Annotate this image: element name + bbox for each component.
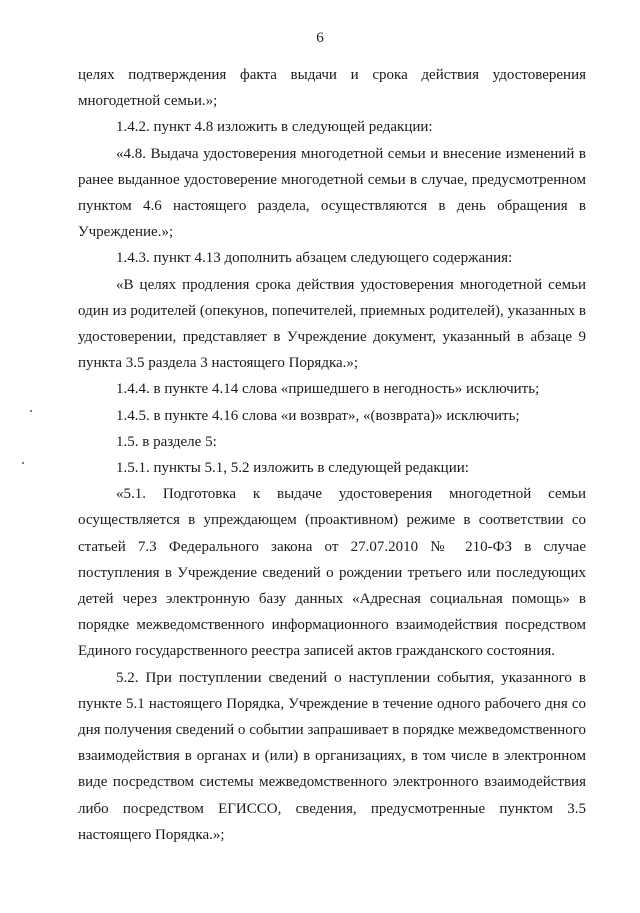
document-body [78,62,586,848]
paragraph-quote-5-2: 5.2. При поступлении сведений о наступлении события, указанного в пункте 5.1 настоящего Порядка, Учреждение в течение одного рабочего дня со дня получения сведений о событии запрашивает в порядке межведомственного взаимодействия в органах и (или) в организациях, в том числе в электронном виде посредством системы межведомственного электронного взаимодействия либо посредством ЕГИССО, сведения, предусмотренные пунктом 3.5 настоящего Порядка.»; [78,669,586,843]
scan-speck [30,410,32,412]
paragraph-item-1-5-1: 1.5.1. пункты 5.1, 5.2 изложить в следующей редакции: [116,460,469,477]
paragraph-quote-4-8: «4.8. Выдача удостоверения многодетной семьи и внесение изменений в ранее выданное удостоверение многодетной семьи в случае, предусмотренном пунктом 4.6 настоящего раздела, осуществляются в день обращения в Учреждение.»; [78,145,586,241]
scan-speck [22,462,24,464]
paragraph-item-1-4-4: 1.4.4. в пункте 4.14 слова «пришедшего в негодность» исключить; [116,381,540,398]
paragraph-item-1-4-2: 1.4.2. пункт 4.8 изложить в следующей редакции: [116,119,433,136]
paragraph-quote-5-1: «5.1. Подготовка к выдаче удостоверения многодетной семьи осуществляется в упреждающем (проактивном) режиме в соответствии со статьей 7.3 Федерального закона от 27.07.2010 № 210-ФЗ в случае поступления в Учреждение сведений о рождении третьего или последующих детей через электронную базу данных «Адресная социальная помощь» в порядке межведомственного информационного взаимодействия посредством Единого государственного реестра записей актов гражданского состояния. [78,486,586,660]
paragraph-item-1-4-5: 1.4.5. в пункте 4.16 слова «и возврат», «(возврата)» исключить; [116,407,520,424]
paragraph-item-1-4-3: 1.4.3. пункт 4.13 дополнить абзацем следующего содержания: [116,250,513,267]
page-number: 6 [316,30,324,46]
paragraph-quote-extension: «В целях продления срока действия удостоверения многодетной семьи один из родителей (опекунов, попечителей, приемных родителей), указанных в удостоверении, представляет в Учреждение документ, указанный в абзаце 9 пункта 3.5 раздела 3 настоящего Порядка.»; [78,276,586,372]
paragraph-item-1-5: 1.5. в разделе 5: [116,433,217,450]
paragraph-continuation: целях подтверждения факта выдачи и срока действия удостоверения многодетной семьи.»; [78,67,586,110]
